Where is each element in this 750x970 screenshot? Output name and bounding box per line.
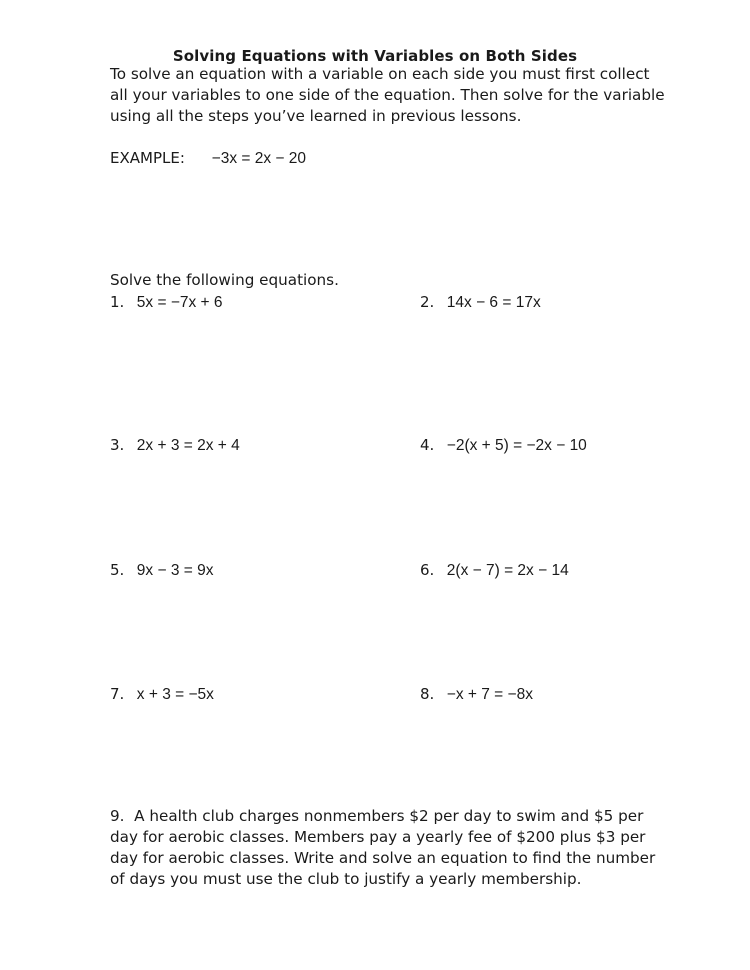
problem-4 [420, 436, 587, 455]
example-equation: −3x = 2x − 20 [211, 150, 307, 167]
problem-5 [110, 561, 213, 580]
problem-number: 4. [420, 436, 435, 454]
problem-equation: 14x − 6 = 17x [446, 294, 541, 311]
problem-number: 7. [110, 685, 125, 703]
problem-equation: 2(x − 7) = 2x − 14 [446, 562, 569, 579]
problem-6 [420, 561, 569, 580]
problem-equation: −x + 7 = −8x [446, 686, 533, 703]
problem-number: 1. [110, 293, 125, 311]
problem-equation: x + 3 = −5x [136, 686, 214, 703]
page-title: Solving Equations with Variables on Both Sides [172, 47, 578, 65]
problem-equation: 5x = −7x + 6 [136, 294, 223, 311]
problem-number: 2. [420, 293, 435, 311]
problem-1 [110, 293, 223, 312]
problem-3 [110, 436, 240, 455]
word-problem-number: 9. [110, 807, 125, 825]
problem-number: 5. [110, 561, 125, 579]
problem-equation: −2(x + 5) = −2x − 10 [446, 437, 587, 454]
problem-equation: 2x + 3 = 2x + 4 [136, 437, 240, 454]
intro-paragraph: To solve an equation with a variable on each side you must first collect all your variables to one side of the equation. Then solve for the variable using all the steps you’ve learned in previous lessons. [110, 65, 665, 125]
problem-number: 8. [420, 685, 435, 703]
problem-2 [420, 293, 541, 312]
word-problem-text: A health club charges nonmembers $2 per day to swim and $5 per day for aerobic classes. Members pay a yearly fee of $200 plus $3 per day for aerobic classes. Write and solve an equation to find the number of days you must use the club to justify a yearly membership. [110, 807, 656, 888]
example [110, 149, 306, 168]
word-problem [110, 806, 670, 890]
problem-7 [110, 685, 214, 704]
problem-number: 3. [110, 436, 125, 454]
problem-8 [420, 685, 533, 704]
instructions: Solve the following equations. [110, 271, 339, 289]
example-label: EXAMPLE: [110, 149, 185, 167]
problem-equation: 9x − 3 = 9x [136, 562, 214, 579]
problem-number: 6. [420, 561, 435, 579]
